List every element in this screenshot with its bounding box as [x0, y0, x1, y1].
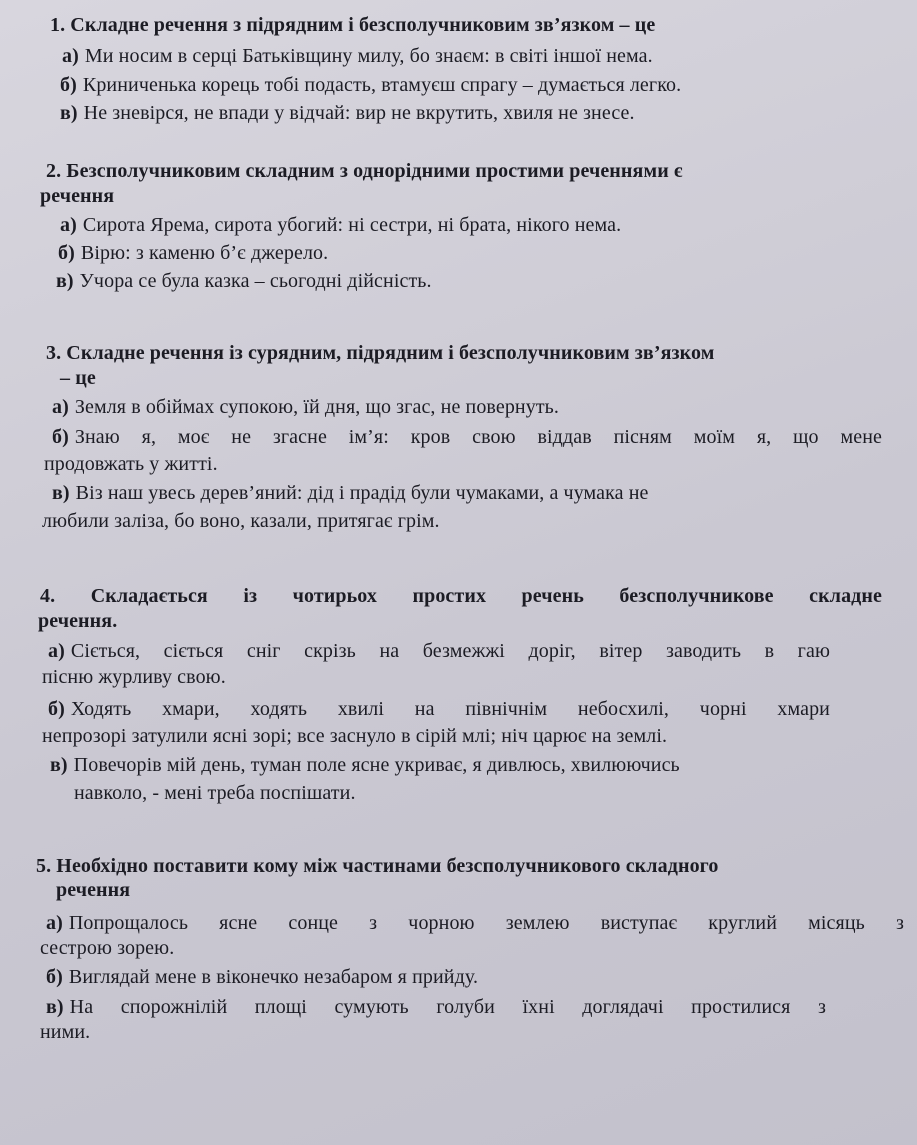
option-label: б)	[60, 74, 77, 96]
question-4-option-c-cont: навколо, - мені треба поспішати.	[74, 782, 356, 804]
question-4-option-c	[50, 752, 680, 778]
option-text: Попрощалось ясне сонце з чорною землею виступає круглий місяць з	[68, 912, 904, 934]
question-3-title-cont: – це	[60, 367, 96, 389]
option-label: в)	[52, 482, 70, 504]
option-label: а)	[48, 640, 65, 662]
option-text: Не зневірся, не впади у відчай: вир не вкрутить, хвиля не знесе.	[83, 102, 635, 124]
question-1-option-a	[62, 43, 653, 69]
option-text: Віз наш увесь дерев’яний: дід і прадід були чумаками, а чумака не	[75, 482, 649, 504]
option-text: Сирота Ярема, сирота убогий: ні сестри, ні брата, нікого нема.	[82, 214, 622, 236]
question-5-title-cont: речення	[56, 879, 131, 901]
question-5-option-a-cont: сестрою зорею.	[40, 937, 175, 959]
question-4-option-a	[48, 638, 830, 664]
option-text: Криниченька корець тобі подасть, втамуєш спрагу – думається легко.	[82, 74, 682, 96]
option-label: а)	[62, 45, 79, 67]
question-2-option-c	[56, 268, 432, 294]
option-text: Повечорів мій день, туман поле ясне укриває, я дивлюсь, хвилюючись	[73, 754, 680, 776]
question-5-option-c-cont: ними.	[40, 1021, 91, 1043]
question-1-option-c	[60, 100, 635, 126]
question-5-option-b	[46, 964, 478, 990]
option-label: в)	[50, 754, 68, 776]
question-5-title: 5. Необхідно поставити кому між частинами безсполучникового складного	[36, 855, 719, 877]
question-3-option-a	[52, 394, 559, 420]
question-3-option-b	[52, 424, 882, 450]
option-text: Знаю я, моє не згасне ім’я: кров свою віддав пісням моїм я, що мене	[74, 426, 882, 448]
question-5-option-a	[46, 910, 904, 936]
option-label: б)	[46, 966, 63, 988]
question-3-option-b-cont: продовжать у житті.	[44, 453, 218, 475]
option-text: Земля в обіймах супокою, їй дня, що згас, не повернуть.	[74, 396, 559, 418]
question-3-option-c	[52, 480, 649, 506]
option-text: Сіється, сіється сніг скрізь на безмежжі доріг, вітер заводить в гаю	[70, 640, 830, 662]
option-text: Ми носим в серці Батьківщину милу, бо знаєм: в світі іншої нема.	[84, 45, 653, 67]
question-1-title: 1. Складне речення з підрядним і безсполучниковим зв’язком – це	[50, 14, 656, 36]
question-2-title: 2. Безсполучниковим складним з однорідними простими реченнями є	[46, 160, 683, 182]
option-label: а)	[46, 912, 63, 934]
question-4-option-b	[48, 696, 830, 722]
option-label: а)	[60, 214, 77, 236]
option-text: На спорожнілій площі сумують голуби їхні доглядачі простилися з	[69, 996, 826, 1018]
question-4-title: 4. Складається із чотирьох простих речень безсполучникове складне	[40, 585, 882, 607]
question-4-title-cont: речення.	[38, 610, 118, 632]
option-label: а)	[52, 396, 69, 418]
option-label: б)	[52, 426, 69, 448]
question-2-option-b	[58, 240, 328, 266]
question-4-option-a-cont: пісню журливу свою.	[42, 666, 226, 688]
option-text: Виглядай мене в віконечко незабаром я прийду.	[68, 966, 479, 988]
option-text: Учора се була казка – сьогодні дійсність.	[79, 270, 432, 292]
option-label: б)	[48, 698, 65, 720]
option-text: Ходять хмари, ходять хвилі на північнім небосхилі, чорні хмари	[70, 698, 830, 720]
question-3-option-c-cont: любили заліза, бо воно, казали, притягає грім.	[42, 510, 440, 532]
option-label: в)	[60, 102, 78, 124]
question-1-option-b	[60, 72, 681, 98]
question-5-option-c	[46, 994, 826, 1020]
question-3-title: 3. Складне речення із сурядним, підрядним і безсполучниковим зв’язком	[46, 342, 715, 364]
question-2-option-a	[60, 212, 621, 238]
option-label: б)	[58, 242, 75, 264]
option-text: Вірю: з каменю б’є джерело.	[80, 242, 329, 264]
question-2-title-cont: речення	[40, 185, 115, 207]
option-label: в)	[56, 270, 74, 292]
question-4-option-b-cont: непрозорі затулили ясні зорі; все заснуло в сірій млі; ніч царює на землі.	[42, 725, 668, 747]
option-label: в)	[46, 996, 64, 1018]
